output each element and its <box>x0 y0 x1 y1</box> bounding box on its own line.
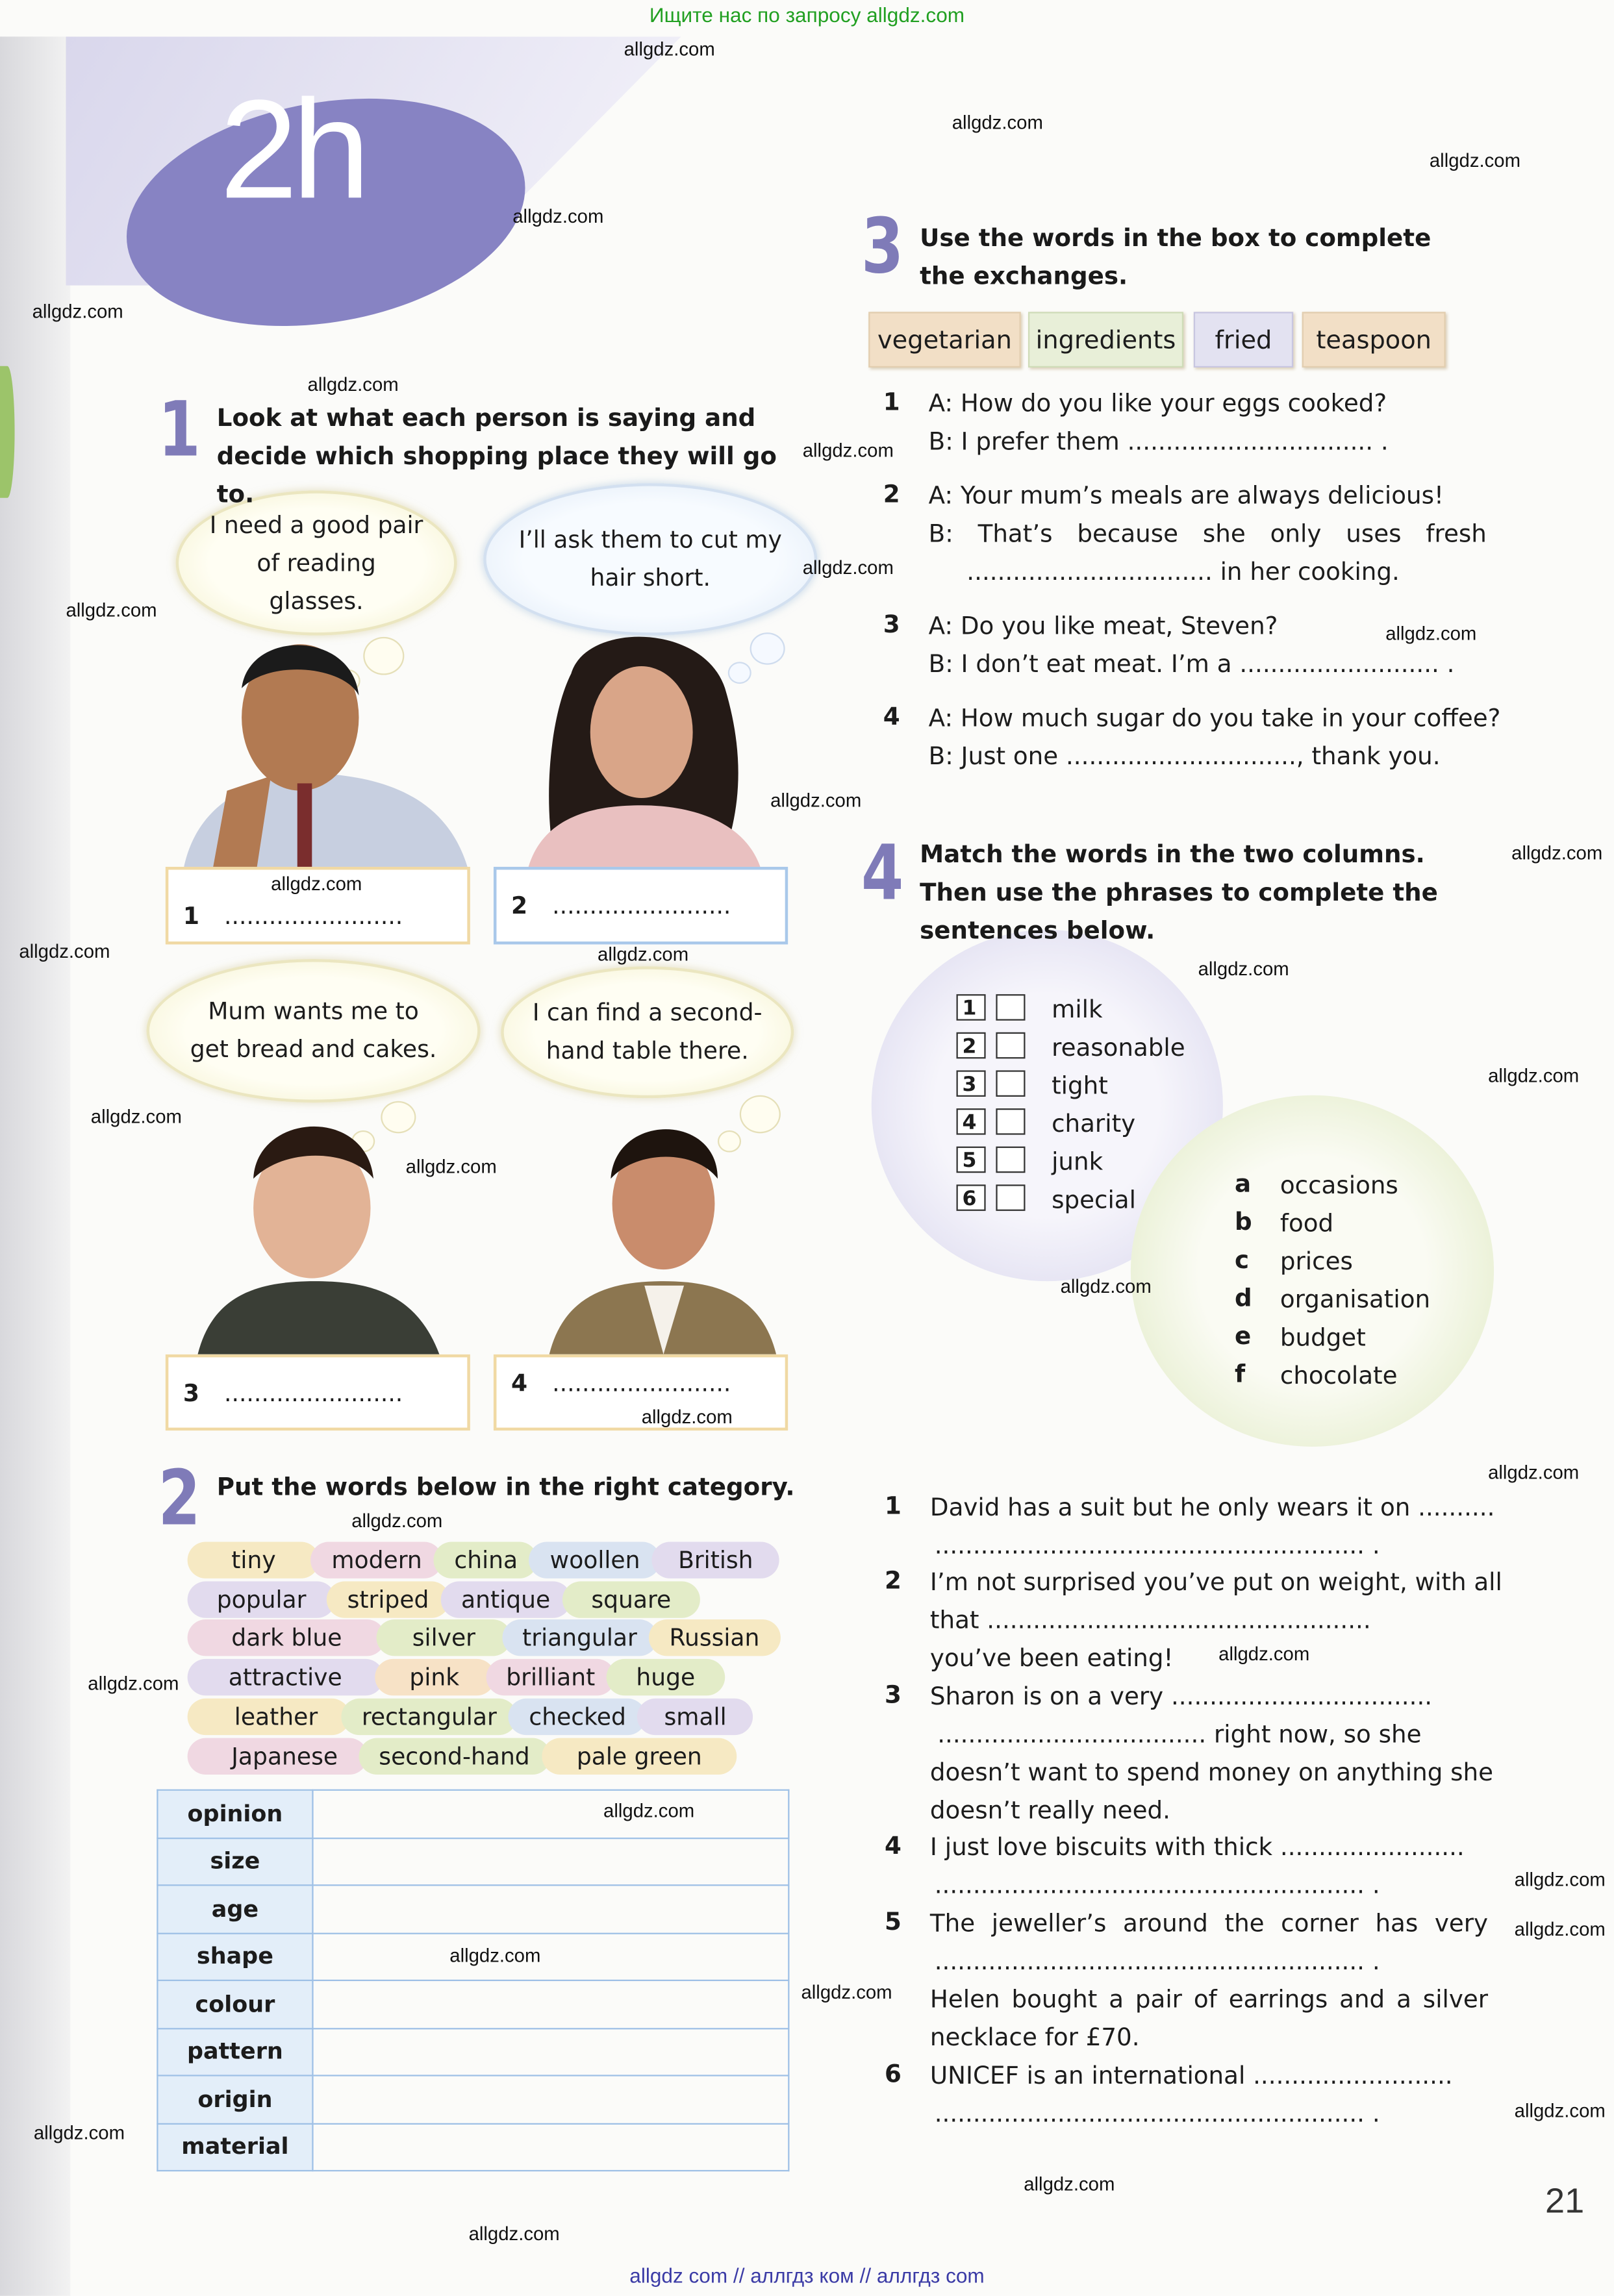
watermark: allgdz.com <box>1514 2099 1606 2122</box>
watermark: allgdz.com <box>1198 957 1289 980</box>
dialogue-line: B: I don’t eat meat. I’m a .......................... . <box>928 650 1455 679</box>
word-box-item: fried <box>1194 312 1293 368</box>
watermark: allgdz.com <box>802 439 894 462</box>
match-number-box: 4 <box>957 1108 986 1135</box>
sentence-line: David has a suit but he only wears it on .......... <box>929 1493 1495 1521</box>
watermark: allgdz.com <box>1511 842 1603 864</box>
word-chip: attractive <box>188 1659 383 1695</box>
word-chip: modern <box>311 1542 443 1578</box>
bubble-text: I can find a second-hand table there. <box>532 998 763 1065</box>
right-word: organisation <box>1280 1285 1431 1314</box>
answer-number: 1 <box>183 902 199 930</box>
category-label: pattern <box>157 2028 312 2075</box>
word-chip: huge <box>607 1659 724 1695</box>
sentence-number: 6 <box>885 2060 902 2088</box>
word-chip: pale green <box>542 1738 737 1775</box>
word-box-item: ingredients <box>1028 312 1183 368</box>
dialogue-line: B: Just one .............................., thank you. <box>928 742 1441 771</box>
category-answer-cell[interactable] <box>312 1885 788 1932</box>
answer-blank: ........................ <box>224 1379 403 1406</box>
bubble-text: I’ll ask them to cut my hair short. <box>518 525 782 592</box>
dialogue-line: ................................ in her cooking. <box>966 558 1400 586</box>
match-answer-box[interactable] <box>996 994 1025 1021</box>
watermark: allgdz.com <box>512 205 604 227</box>
category-label: size <box>157 1838 312 1885</box>
answer-blank: ........................ <box>552 892 731 920</box>
match-letter: a <box>1234 1169 1252 1198</box>
watermark: allgdz.com <box>1514 1918 1606 1940</box>
sentence-line: that .................................................. <box>929 1606 1371 1634</box>
category-answer-cell[interactable] <box>312 2123 788 2171</box>
match-letter: e <box>1234 1322 1252 1351</box>
answer-number: 4 <box>511 1369 528 1397</box>
match-letter: f <box>1234 1360 1246 1388</box>
sentence-number: 5 <box>885 1908 902 1936</box>
category-answer-cell[interactable] <box>312 1933 788 1980</box>
right-word: chocolate <box>1280 1362 1398 1390</box>
bubble-text: Mum wants me to get bread and cakes. <box>190 997 437 1064</box>
word-chip: rectangular <box>341 1699 517 1735</box>
exercise-3-title: Use the words in the box to complete the exchanges. <box>920 224 1431 290</box>
sentence-line: UNICEF is an international .......................... <box>929 2062 1453 2090</box>
sentence-line: Helen bought a pair of earrings and a silver <box>929 1985 1489 2014</box>
dialogue-line: B: I prefer them ................................ . <box>928 427 1389 456</box>
word-row <box>188 1542 771 1578</box>
sentence-line: doesn’t really need. <box>929 1796 1170 1825</box>
dialogue-line: A: Do you like meat, Steven? <box>928 612 1278 640</box>
photo-man <box>549 1113 777 1354</box>
answer-blank: ........................ <box>552 1369 731 1397</box>
dialogue-line: B: That’s because she only uses fresh <box>928 519 1487 548</box>
word-chip: triangular <box>502 1619 658 1656</box>
watermark: allgdz.com <box>307 373 399 395</box>
sentence-number: 3 <box>885 1680 902 1709</box>
watermark: allgdz.com <box>468 2223 560 2245</box>
word-chip: dark blue <box>188 1619 386 1656</box>
category-answer-cell[interactable] <box>312 1838 788 1885</box>
top-note: Ищите нас по запросу allgdz.com <box>649 3 965 27</box>
watermark: allgdz.com <box>405 1155 497 1178</box>
sentence-line: ........................................................ . <box>934 1947 1380 1975</box>
photo-woman <box>527 630 762 871</box>
watermark: allgdz.com <box>32 300 123 323</box>
right-word: budget <box>1280 1323 1366 1352</box>
match-answer-box[interactable] <box>996 1070 1025 1097</box>
exercise-2-title: Put the words below in the right category. <box>216 1473 795 1501</box>
left-word: tight <box>1052 1071 1108 1100</box>
word-chip: woollen <box>529 1542 661 1578</box>
photo-man-glasses <box>168 615 468 871</box>
word-chip: china <box>434 1542 538 1578</box>
sentence-line: ........................................................ . <box>934 1531 1380 1560</box>
watermark: allgdz.com <box>19 940 110 962</box>
watermark: allgdz.com <box>1429 149 1521 171</box>
left-word: charity <box>1052 1110 1136 1138</box>
sentence-line: ........................................................ . <box>934 1871 1380 1899</box>
category-label: origin <box>157 2075 312 2123</box>
exercise-3-number: 3 <box>861 203 904 292</box>
watermark: allgdz.com <box>624 38 715 60</box>
sentence-number: 1 <box>885 1491 902 1520</box>
item-number: 1 <box>883 388 900 416</box>
exercise-4-number: 4 <box>861 830 904 918</box>
word-chip: checked <box>509 1699 647 1735</box>
watermark: allgdz.com <box>801 1981 892 2003</box>
exercise-1-number: 1 <box>158 386 201 475</box>
sentence-number: 2 <box>885 1566 902 1595</box>
watermark: allgdz.com <box>449 1944 541 1967</box>
dialogue-line: A: Your mum’s meals are always delicious! <box>928 481 1444 510</box>
left-word: reasonable <box>1052 1034 1185 1062</box>
word-chip: small <box>638 1699 753 1735</box>
watermark: allgdz.com <box>1024 2173 1115 2195</box>
watermark: allgdz.com <box>1218 1643 1310 1665</box>
item-number: 3 <box>883 610 900 639</box>
category-label: shape <box>157 1933 312 1980</box>
watermark: allgdz.com <box>66 599 157 621</box>
right-word: food <box>1280 1209 1334 1238</box>
sentence-line: you’ve been eating! <box>929 1644 1174 1673</box>
category-answer-cell[interactable] <box>312 2028 788 2075</box>
answer-number: 3 <box>183 1379 199 1406</box>
word-box-item: teaspoon <box>1302 312 1446 368</box>
word-row <box>188 1738 729 1775</box>
sentence-line: I’m not surprised you’ve put on weight, with all <box>929 1568 1502 1596</box>
word-row <box>188 1581 692 1617</box>
match-answer-box[interactable] <box>996 1184 1025 1211</box>
word-chip: Russian <box>649 1619 780 1656</box>
match-letter: b <box>1234 1208 1252 1236</box>
sentence-line: doesn’t want to spend money on anything she <box>929 1758 1494 1787</box>
category-label: colour <box>157 1980 312 2028</box>
dialogue-line: A: How do you like your eggs cooked? <box>928 389 1387 418</box>
word-chip: Japanese <box>188 1738 368 1775</box>
watermark: allgdz.com <box>351 1509 443 1532</box>
dialogue-line: A: How much sugar do you take in your coffee? <box>928 704 1501 732</box>
exercise-1-title: Look at what each person is saying and decide which shopping place they will go to. <box>216 404 777 508</box>
left-word: milk <box>1052 995 1103 1024</box>
answer-box-3[interactable] <box>166 1354 470 1430</box>
watermark: allgdz.com <box>603 1799 695 1822</box>
word-row <box>188 1699 744 1735</box>
match-number-box: 1 <box>957 994 986 1021</box>
page-number: 21 <box>1545 2181 1585 2221</box>
match-letter: d <box>1234 1284 1252 1312</box>
match-answer-box[interactable] <box>996 1032 1025 1059</box>
watermark: allgdz.com <box>802 556 894 579</box>
answer-box-4[interactable] <box>494 1354 788 1430</box>
exercise-4-title: Match the words in the two columns. Then use the phrases to complete the sentences below. <box>920 840 1438 945</box>
watermark: allgdz.com <box>1385 622 1477 645</box>
match-number-box: 3 <box>957 1070 986 1097</box>
sentence-line: ................................... right now, so she <box>937 1720 1422 1749</box>
match-answer-box[interactable] <box>996 1108 1025 1135</box>
footer-note: allgdz com // аллгдз ком // аллгдз com <box>629 2264 985 2288</box>
watermark: allgdz.com <box>1060 1275 1152 1297</box>
sentence-line: necklace for £70. <box>929 2023 1140 2052</box>
watermark: allgdz.com <box>33 2121 125 2144</box>
match-letter: c <box>1234 1246 1250 1274</box>
word-chip: brilliant <box>486 1659 616 1695</box>
category-answer-cell[interactable] <box>312 2075 788 2123</box>
thought-bubble-3 <box>147 959 481 1103</box>
sentence-line: I just love biscuits with thick ........................ <box>929 1833 1465 1862</box>
item-number: 4 <box>883 703 900 731</box>
sentence-line: ........................................................ . <box>934 2099 1380 2128</box>
category-answer-cell[interactable] <box>312 1790 788 1838</box>
word-chip: striped <box>327 1581 449 1617</box>
exercise-2-number: 2 <box>158 1455 201 1543</box>
word-chip: tiny <box>188 1542 320 1578</box>
watermark: allgdz.com <box>271 872 362 895</box>
match-number-box: 2 <box>957 1032 986 1059</box>
answer-box-2[interactable] <box>494 867 788 945</box>
category-answer-cell[interactable] <box>312 1980 788 2028</box>
word-chip: leather <box>188 1699 350 1735</box>
answer-number: 2 <box>511 892 528 920</box>
watermark: allgdz.com <box>1488 1461 1580 1484</box>
bubble-text: I need a good pair of reading glasses. <box>209 510 423 614</box>
watermark: allgdz.com <box>952 111 1043 134</box>
word-chip: antique <box>440 1581 570 1617</box>
word-chip: square <box>562 1581 700 1617</box>
answer-blank: ........................ <box>224 902 403 930</box>
photo-boy <box>197 1106 439 1354</box>
word-row <box>188 1659 716 1695</box>
sentence-line: The jeweller’s around the corner has very <box>929 1909 1489 1938</box>
category-table <box>157 1790 789 2172</box>
thought-bubble-4 <box>501 966 794 1098</box>
category-label: material <box>157 2123 312 2171</box>
sentence-line: Sharon is on a very .................................. <box>929 1682 1433 1710</box>
category-label: opinion <box>157 1790 312 1838</box>
match-number-box: 6 <box>957 1184 986 1211</box>
sentence-number: 4 <box>885 1832 902 1860</box>
watermark: allgdz.com <box>1488 1064 1580 1087</box>
item-number: 2 <box>883 480 900 508</box>
watermark: allgdz.com <box>770 789 862 812</box>
left-word: junk <box>1052 1147 1103 1176</box>
word-chip: second-hand <box>359 1738 551 1775</box>
side-tab-decoration <box>0 366 15 498</box>
match-answer-box[interactable] <box>996 1147 1025 1173</box>
watermark: allgdz.com <box>90 1105 182 1128</box>
word-chip: silver <box>377 1619 511 1656</box>
category-label: age <box>157 1885 312 1932</box>
watermark: allgdz.com <box>88 1672 179 1695</box>
match-number-box: 5 <box>957 1147 986 1173</box>
left-word: special <box>1052 1186 1136 1214</box>
unit-badge: 2h <box>220 71 365 229</box>
watermark: allgdz.com <box>598 943 689 966</box>
word-chip: popular <box>188 1581 336 1617</box>
watermark: allgdz.com <box>1514 1868 1606 1891</box>
right-word: prices <box>1280 1247 1353 1276</box>
word-row <box>188 1619 772 1656</box>
word-box-item: vegetarian <box>868 312 1021 368</box>
word-chip: British <box>652 1542 780 1578</box>
word-chip: pink <box>374 1659 494 1695</box>
right-word: occasions <box>1280 1171 1398 1199</box>
watermark: allgdz.com <box>641 1405 733 1428</box>
